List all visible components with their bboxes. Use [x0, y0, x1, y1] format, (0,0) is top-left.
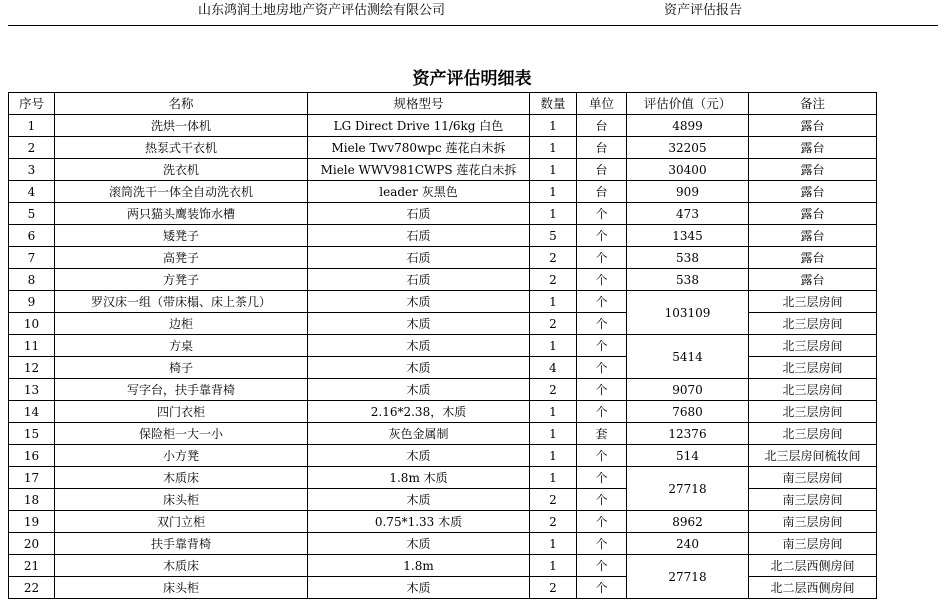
item-name: 木质床: [55, 467, 308, 489]
item-note: 露台: [749, 269, 877, 291]
item-name: 边柜: [55, 313, 308, 335]
row-number: 20: [9, 533, 55, 555]
item-name: 洗衣机: [55, 159, 308, 181]
item-spec: 石质: [308, 247, 530, 269]
item-unit: 个: [577, 577, 627, 599]
table-row: [9, 379, 877, 401]
table-row: [9, 445, 877, 467]
item-note: 北三层房间梳妆间: [749, 445, 877, 467]
item-note: 南三层房间: [749, 489, 877, 511]
item-spec: 0.75*1.33 木质: [308, 511, 530, 533]
item-note: 露台: [749, 181, 877, 203]
item-quantity: 1: [530, 115, 577, 137]
item-spec: 1.8m: [308, 555, 530, 577]
table-row: [9, 203, 877, 225]
row-number: 21: [9, 555, 55, 577]
item-unit: 个: [577, 203, 627, 225]
row-number: 10: [9, 313, 55, 335]
item-quantity: 5: [530, 225, 577, 247]
row-number: 5: [9, 203, 55, 225]
column-header: 数量: [530, 93, 577, 115]
item-name: 保险柜一大一小: [55, 423, 308, 445]
item-quantity: 1: [530, 533, 577, 555]
item-spec: 木质: [308, 379, 530, 401]
item-value: 7680: [627, 401, 749, 423]
table-row: [9, 335, 877, 357]
row-number: 2: [9, 137, 55, 159]
item-note: 北三层房间: [749, 335, 877, 357]
item-name: 洗烘一体机: [55, 115, 308, 137]
row-number: 6: [9, 225, 55, 247]
table-row: [9, 159, 877, 181]
item-unit: 台: [577, 181, 627, 203]
item-spec: leader 灰黑色: [308, 181, 530, 203]
row-number: 1: [9, 115, 55, 137]
item-unit: 个: [577, 511, 627, 533]
table-body: [9, 115, 877, 599]
item-note: 北二层西侧房间: [749, 555, 877, 577]
item-quantity: 2: [530, 269, 577, 291]
row-number: 11: [9, 335, 55, 357]
row-number: 15: [9, 423, 55, 445]
column-header: 名称: [55, 93, 308, 115]
row-number: 12: [9, 357, 55, 379]
item-spec: Miele WWV981CWPS 莲花白未拆: [308, 159, 530, 181]
item-unit: 个: [577, 379, 627, 401]
item-spec: 木质: [308, 533, 530, 555]
item-value: 30400: [627, 159, 749, 181]
item-unit: 个: [577, 489, 627, 511]
table-row: [9, 511, 877, 533]
item-unit: 个: [577, 555, 627, 577]
table-row: [9, 555, 877, 577]
item-note: 南三层房间: [749, 533, 877, 555]
item-unit: 台: [577, 137, 627, 159]
item-quantity: 4: [530, 357, 577, 379]
row-number: 19: [9, 511, 55, 533]
item-quantity: 1: [530, 467, 577, 489]
item-note: 露台: [749, 115, 877, 137]
header-rule: [8, 25, 938, 26]
item-note: 露台: [749, 137, 877, 159]
item-note: 北三层房间: [749, 313, 877, 335]
table-row: [9, 467, 877, 489]
item-quantity: 1: [530, 445, 577, 467]
item-unit: 个: [577, 225, 627, 247]
item-value: 27718: [627, 555, 749, 599]
item-value: 5414: [627, 335, 749, 379]
item-note: 北三层房间: [749, 401, 877, 423]
item-note: 露台: [749, 159, 877, 181]
item-spec: Miele Twv780wpc 莲花白未拆: [308, 137, 530, 159]
item-quantity: 1: [530, 555, 577, 577]
item-note: 南三层房间: [749, 467, 877, 489]
item-value: 12376: [627, 423, 749, 445]
item-unit: 个: [577, 247, 627, 269]
table-row: [9, 423, 877, 445]
row-number: 17: [9, 467, 55, 489]
item-spec: LG Direct Drive 11/6kg 白色: [308, 115, 530, 137]
item-value: 1345: [627, 225, 749, 247]
item-name: 方凳子: [55, 269, 308, 291]
item-quantity: 1: [530, 335, 577, 357]
company-name: 山东鸿润土地房地产资产评估测绘有限公司: [198, 3, 446, 18]
column-header: 单位: [577, 93, 627, 115]
table-row: [9, 181, 877, 203]
column-header: 规格型号: [308, 93, 530, 115]
item-note: 北三层房间: [749, 423, 877, 445]
row-number: 8: [9, 269, 55, 291]
item-note: 南三层房间: [749, 511, 877, 533]
item-unit: 个: [577, 445, 627, 467]
item-name: 两只猫头鹰装饰水槽: [55, 203, 308, 225]
item-unit: 个: [577, 467, 627, 489]
column-header: 评估价值（元）: [627, 93, 749, 115]
item-quantity: 2: [530, 511, 577, 533]
item-spec: 木质: [308, 335, 530, 357]
item-name: 扶手靠背椅: [55, 533, 308, 555]
column-header: 序号: [9, 93, 55, 115]
item-name: 小方凳: [55, 445, 308, 467]
item-note: 北二层西侧房间: [749, 577, 877, 599]
item-quantity: 1: [530, 137, 577, 159]
item-unit: 个: [577, 357, 627, 379]
item-name: 罗汉床一组（带床榻、床上茶几）: [55, 291, 308, 313]
row-number: 7: [9, 247, 55, 269]
item-spec: 石质: [308, 269, 530, 291]
row-number: 9: [9, 291, 55, 313]
item-spec: 木质: [308, 577, 530, 599]
table-header-row: [9, 93, 877, 115]
item-quantity: 2: [530, 489, 577, 511]
row-number: 3: [9, 159, 55, 181]
item-value: 538: [627, 247, 749, 269]
item-quantity: 1: [530, 181, 577, 203]
item-value: 514: [627, 445, 749, 467]
item-spec: 木质: [308, 313, 530, 335]
item-quantity: 1: [530, 423, 577, 445]
row-number: 14: [9, 401, 55, 423]
table-row: [9, 533, 877, 555]
column-header: 备注: [749, 93, 877, 115]
row-number: 18: [9, 489, 55, 511]
row-number: 13: [9, 379, 55, 401]
item-quantity: 1: [530, 203, 577, 225]
table-row: [9, 225, 877, 247]
item-name: 木质床: [55, 555, 308, 577]
item-quantity: 2: [530, 577, 577, 599]
item-unit: 个: [577, 291, 627, 313]
table-row: [9, 291, 877, 313]
item-quantity: 1: [530, 159, 577, 181]
row-number: 16: [9, 445, 55, 467]
item-value: 240: [627, 533, 749, 555]
item-name: 床头柜: [55, 489, 308, 511]
table-row: [9, 401, 877, 423]
item-unit: 个: [577, 335, 627, 357]
item-unit: 个: [577, 533, 627, 555]
item-spec: 木质: [308, 357, 530, 379]
table-row: [9, 269, 877, 291]
table-row: [9, 247, 877, 269]
item-value: 909: [627, 181, 749, 203]
item-spec: 2.16*2.38，木质: [308, 401, 530, 423]
item-spec: 木质: [308, 291, 530, 313]
item-name: 滚筒洗干一体全自动洗衣机: [55, 181, 308, 203]
item-name: 写字台，扶手靠背椅: [55, 379, 308, 401]
item-name: 椅子: [55, 357, 308, 379]
item-name: 高凳子: [55, 247, 308, 269]
item-unit: 个: [577, 401, 627, 423]
row-number: 4: [9, 181, 55, 203]
item-value: 4899: [627, 115, 749, 137]
item-unit: 个: [577, 313, 627, 335]
item-value: 9070: [627, 379, 749, 401]
item-value: 538: [627, 269, 749, 291]
item-spec: 石质: [308, 225, 530, 247]
item-spec: 石质: [308, 203, 530, 225]
item-name: 热泵式干衣机: [55, 137, 308, 159]
report-type: 资产评估报告: [664, 3, 743, 18]
item-note: 露台: [749, 247, 877, 269]
item-name: 床头柜: [55, 577, 308, 599]
item-spec: 木质: [308, 489, 530, 511]
table-title: 资产评估明细表: [412, 69, 532, 89]
item-unit: 个: [577, 269, 627, 291]
item-note: 北三层房间: [749, 379, 877, 401]
item-value: 32205: [627, 137, 749, 159]
item-value: 473: [627, 203, 749, 225]
item-value: 27718: [627, 467, 749, 511]
item-value: 103109: [627, 291, 749, 335]
item-name: 四门衣柜: [55, 401, 308, 423]
item-spec: 木质: [308, 445, 530, 467]
item-unit: 套: [577, 423, 627, 445]
item-quantity: 2: [530, 247, 577, 269]
item-quantity: 1: [530, 291, 577, 313]
item-quantity: 1: [530, 401, 577, 423]
item-name: 双门立柜: [55, 511, 308, 533]
item-note: 北三层房间: [749, 291, 877, 313]
item-note: 露台: [749, 203, 877, 225]
item-unit: 台: [577, 159, 627, 181]
table-row: [9, 115, 877, 137]
asset-detail-table: [8, 92, 877, 599]
item-spec: 灰色金属制: [308, 423, 530, 445]
table-row: [9, 137, 877, 159]
item-quantity: 2: [530, 379, 577, 401]
item-name: 矮凳子: [55, 225, 308, 247]
item-note: 露台: [749, 225, 877, 247]
item-value: 8962: [627, 511, 749, 533]
item-quantity: 2: [530, 313, 577, 335]
item-unit: 台: [577, 115, 627, 137]
item-name: 方桌: [55, 335, 308, 357]
row-number: 22: [9, 577, 55, 599]
item-note: 北三层房间: [749, 357, 877, 379]
item-spec: 1.8m 木质: [308, 467, 530, 489]
